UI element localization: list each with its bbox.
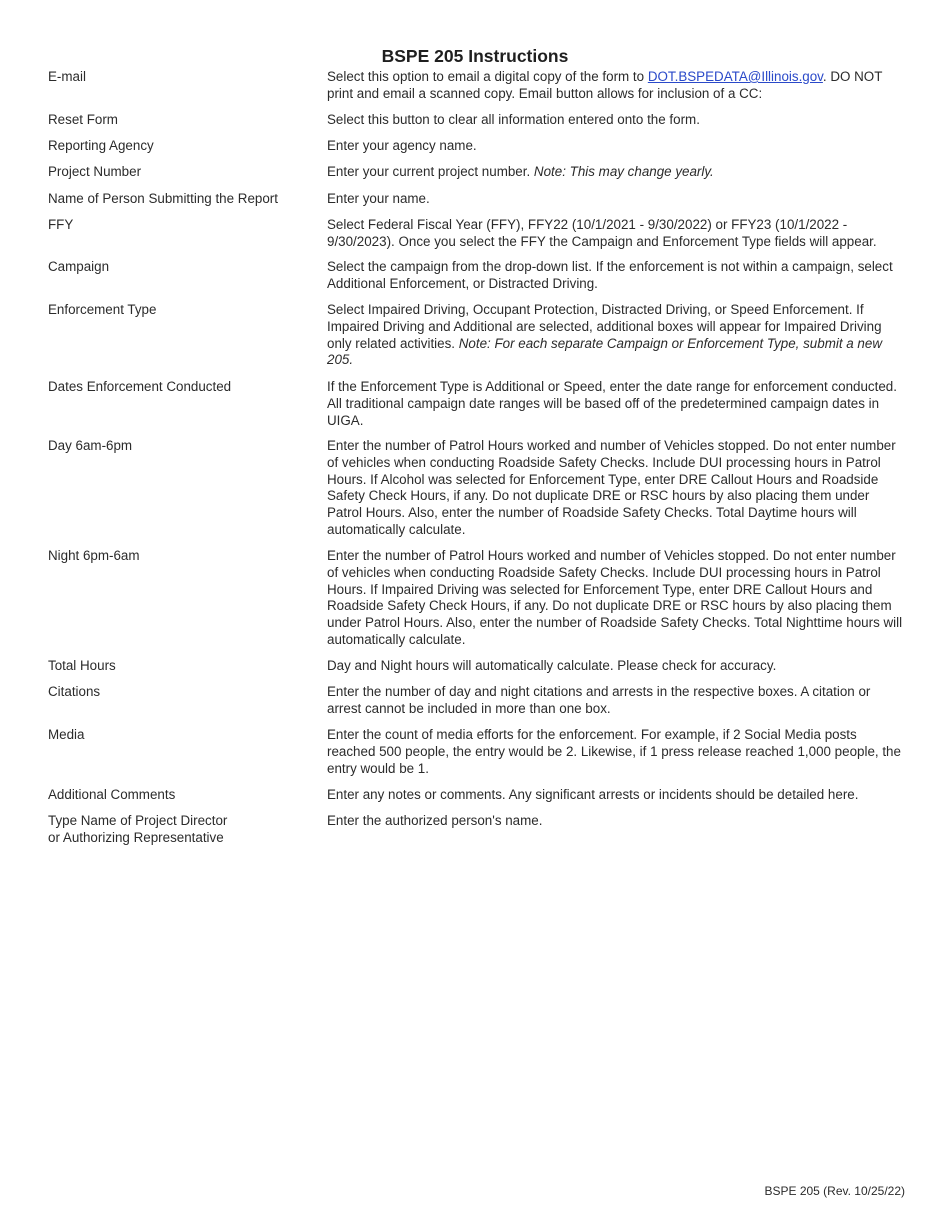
row-label: Night 6pm-6am: [48, 548, 140, 563]
row-description: Select Federal Fiscal Year (FFY), FFY22 (10/1/2021 - 9/30/2022) or FFY23 (10/1/2022 - 9/30/2023). Once you select the FFY the Campaign and Enforcement Type fields will appear.: [327, 217, 877, 249]
row-label: Total Hours: [48, 658, 116, 673]
row-description: Select the campaign from the drop-down list. If the enforcement is not within a campaign, select Additional Enforcement, or Distracted Driving.: [327, 259, 893, 291]
email-link[interactable]: DOT.BSPEDATA@Illinois.gov: [647, 69, 823, 84]
row-label: Campaign: [48, 259, 110, 274]
row-description: Enter any notes or comments. Any significant arrests or incidents should be detailed here.: [327, 787, 859, 802]
row-description: Enter the number of Patrol Hours worked and number of Vehicles stopped. Do not enter number of vehicles when conducting Roadside Safety Checks. Include DUI processing hours in Patrol Hours. If Alcohol was selected for Enforcement Type, enter DRE Callout Hours and Roadside Safety Check Hours, if any. Do not duplicate DRE or RSC hours by also placing them under Patrol Hours. Also, enter the number of Roadside Safety Checks. Total Daytime hours will automatically calculate.: [327, 438, 896, 537]
row-description: [327, 302, 907, 369]
row-label: Dates Enforcement Conducted: [48, 379, 232, 394]
row-label: Day 6am-6pm: [48, 438, 133, 453]
form-revision-footer: BSPE 205 (Rev. 10/25/22): [764, 1184, 905, 1198]
row-label-line: or Authorizing Representative: [48, 829, 224, 845]
row-label-line: Type Name of Project Director: [48, 813, 228, 828]
row-label: Media: [48, 727, 85, 742]
row-label: FFY: [48, 217, 74, 232]
row-description: [327, 69, 907, 103]
description-text: Select this option to email a digital copy of the form to: [327, 69, 648, 84]
row-description: If the Enforcement Type is Additional or Speed, enter the date range for enforcement conducted. All traditional campaign date ranges will be based off of the predetermined campaign dates in UIGA.: [327, 379, 897, 428]
description-text: Select Impaired Driving, Occupant Protection, Distracted Driving, or Speed Enforcement. If Impaired Driving and Additional are selected, additional boxes will appear for Impaired Driving only related activities.: [327, 302, 882, 351]
row-description: Enter the number of Patrol Hours worked and number of Vehicles stopped. Do not enter number of vehicles when conducting Roadside Safety Checks. Include DUI processing hours in Patrol Hours. If Impaired Driving was selected for Enforcement Type, enter DRE Callout Hours and Roadside Safety Check Hours, if any. Do not duplicate DRE or RSC hours by also placing them under Patrol Hours. Also, enter the number of Roadside Safety Checks. Total Nighttime hours will automatically calculate.: [327, 548, 903, 647]
row-description: Day and Night hours will automatically calculate. Please check for accuracy.: [327, 658, 777, 673]
row-description: Enter the count of media efforts for the enforcement. For example, if 2 Social Media posts reached 500 people, the entry would be 2. Likewise, if 1 press release reached 1,000 people, the entry would be 1.: [327, 727, 901, 776]
row-description: Enter your name.: [327, 191, 430, 206]
row-description: Enter your agency name.: [327, 138, 477, 153]
description-note: Note: This may change yearly.: [533, 164, 714, 179]
row-description: [327, 164, 907, 181]
row-label: Citations: [48, 684, 101, 699]
row-description: Enter the number of day and night citations and arrests in the respective boxes. A citation or arrest cannot be included in more than one box.: [327, 684, 871, 716]
row-label: Additional Comments: [48, 787, 176, 802]
row-label: Reset Form: [48, 112, 118, 127]
page-title: BSPE 205 Instructions: [381, 46, 569, 66]
row-label: Project Number: [48, 164, 142, 179]
description-text: . DO NOT print and email a scanned copy. Email button allows for inclusion of a CC:: [327, 69, 883, 101]
row-label: Reporting Agency: [48, 138, 154, 153]
row-label: [48, 813, 318, 847]
row-label: Enforcement Type: [48, 302, 157, 317]
row-description: Enter the authorized person's name.: [327, 813, 543, 828]
row-description: Select this button to clear all information entered onto the form.: [327, 112, 700, 127]
description-text: Enter your current project number.: [327, 164, 534, 179]
row-label: E-mail: [48, 69, 86, 84]
description-note: Note: For each separate Campaign or Enforcement Type, submit a new 205.: [327, 335, 882, 368]
row-label: Name of Person Submitting the Report: [48, 191, 278, 206]
